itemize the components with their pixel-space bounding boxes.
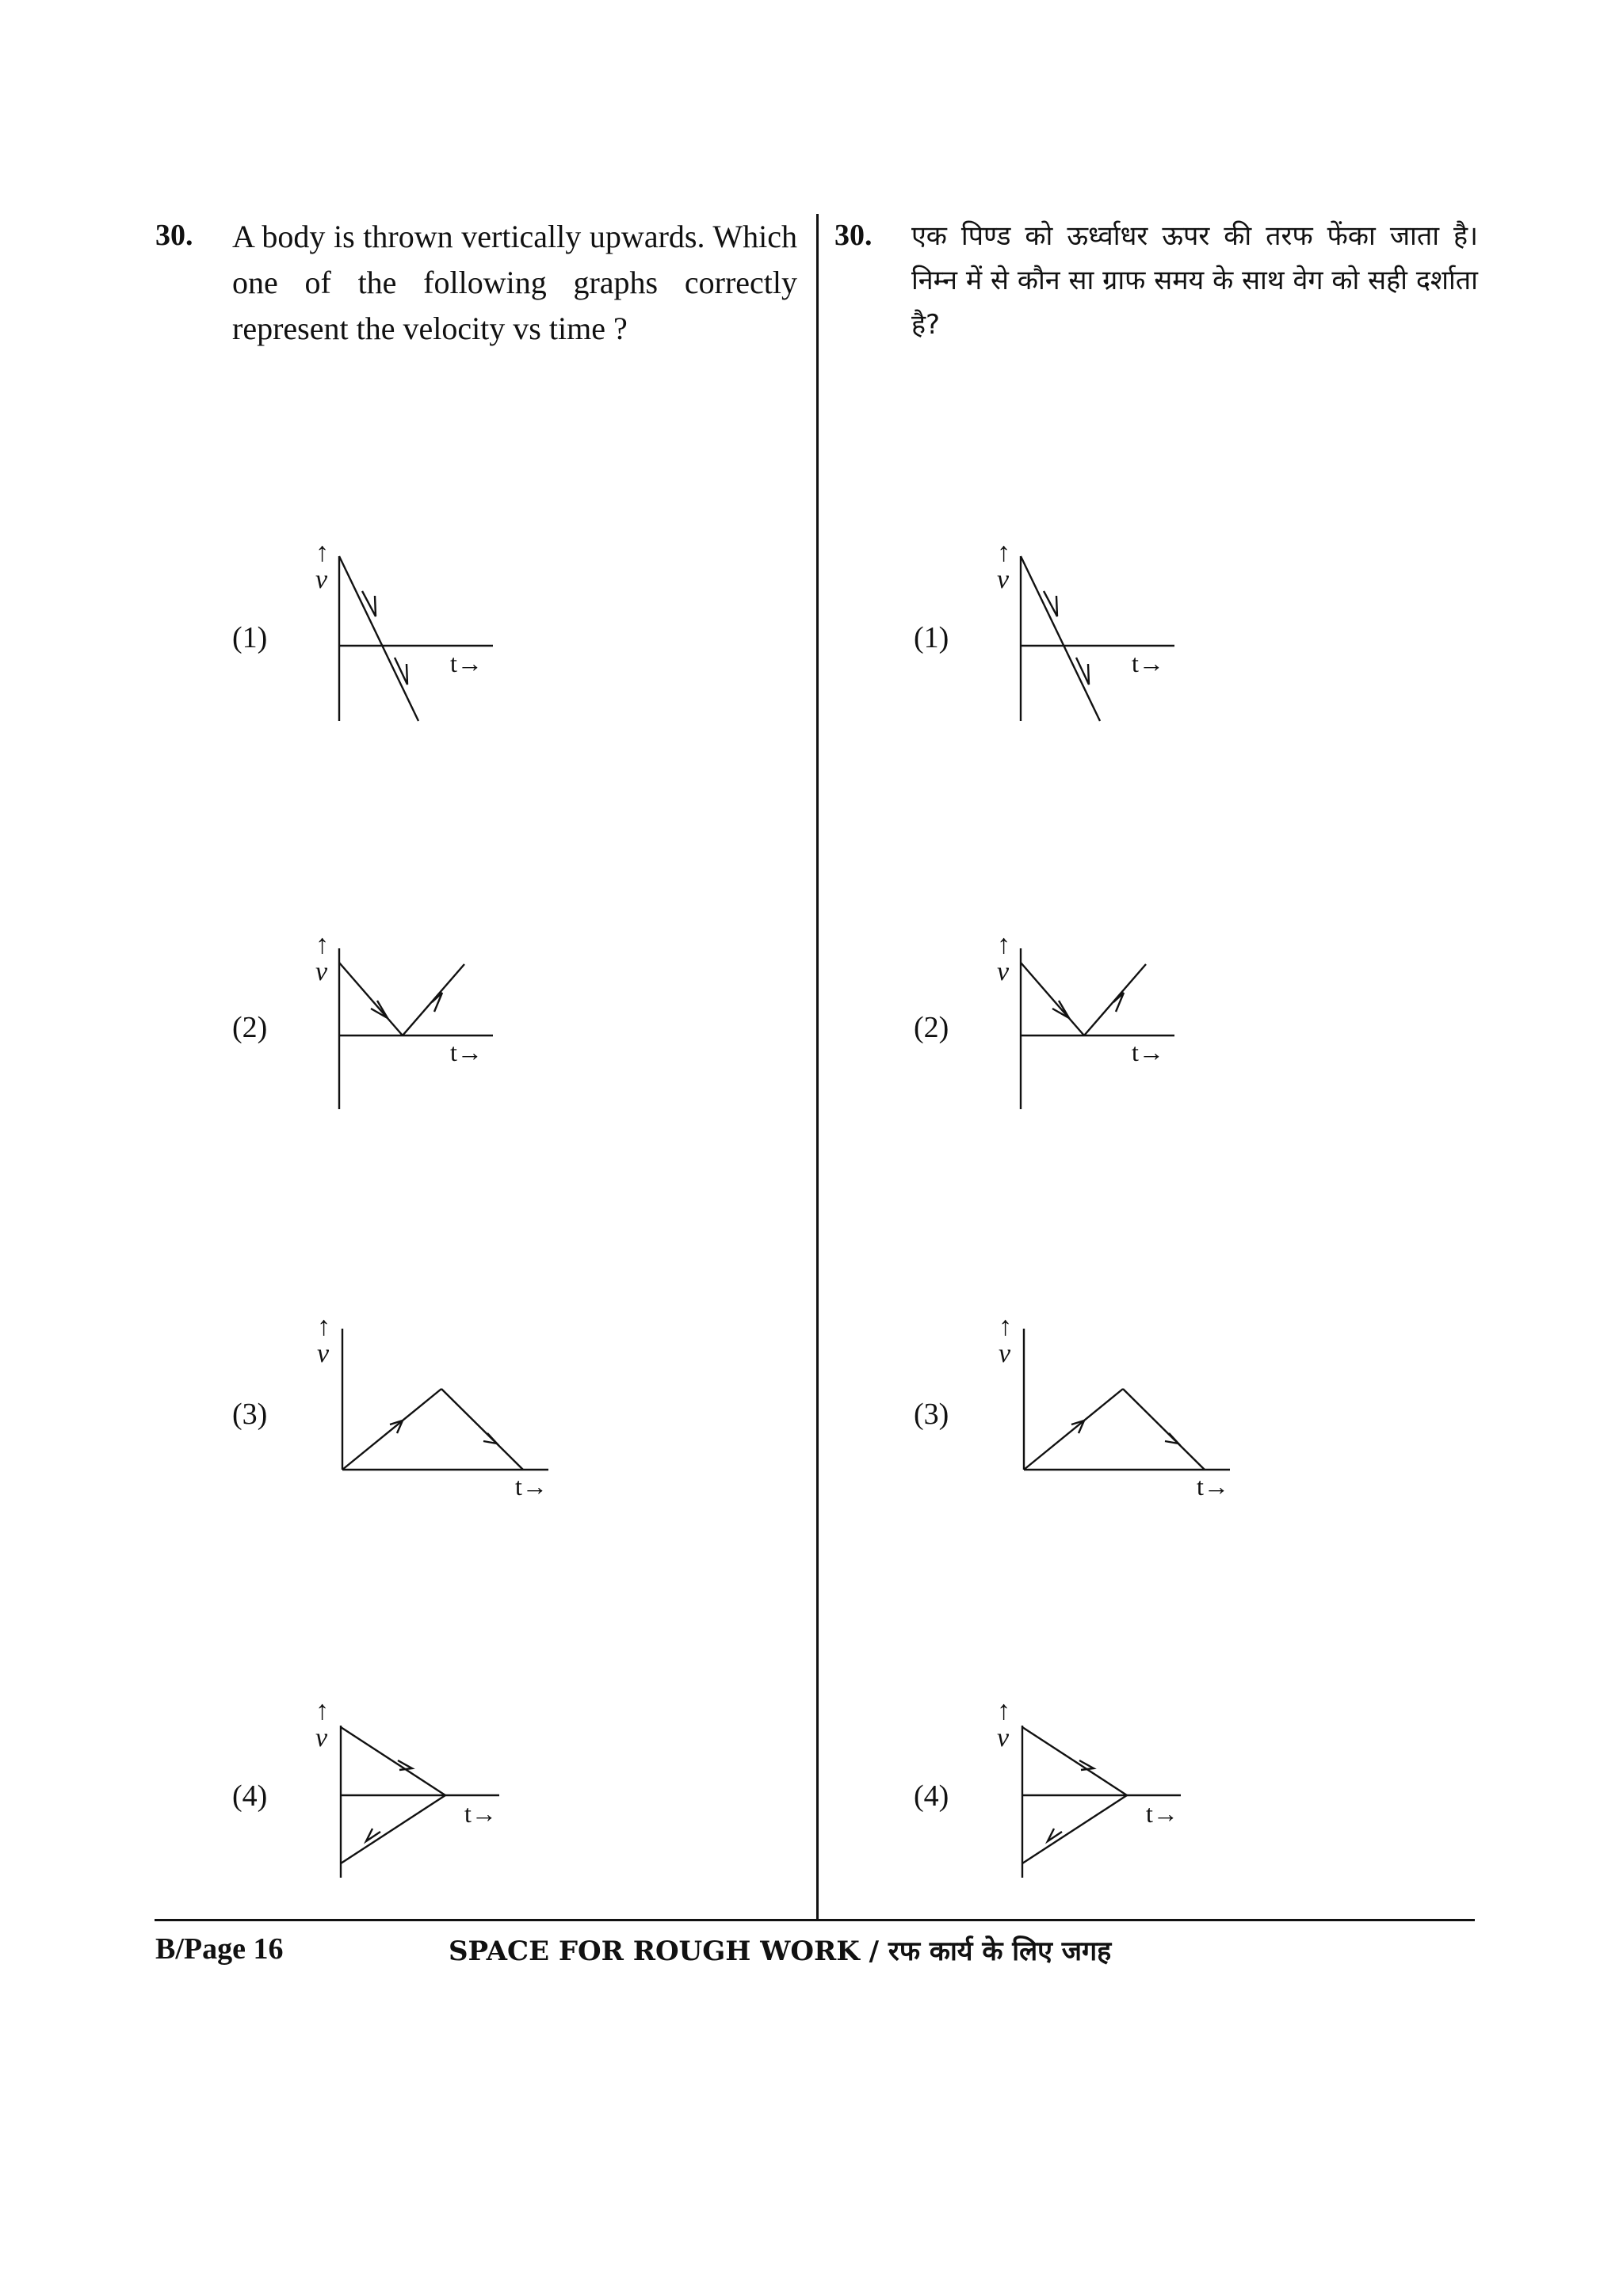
question-text-en: A body is thrown vertically upwards. Which one of the following graphs correctly represent the velocity vs time ?: [232, 219, 797, 346]
option-label-3-hi: (3): [914, 1398, 949, 1431]
option-label-2-en: (2): [232, 1011, 268, 1044]
x-axis-label: t→: [1146, 1799, 1178, 1828]
y-axis-arrow: ↑: [997, 930, 1010, 959]
y-axis-label: v: [997, 1723, 1010, 1753]
page-number: B/Page 16: [155, 1932, 284, 1966]
velocity-line: [1021, 556, 1100, 721]
graph-option-1-hi: [991, 539, 1197, 745]
direction-arrow: [1044, 591, 1057, 616]
y-axis-arrow: ↑: [317, 1312, 330, 1341]
x-axis-label: t→: [515, 1472, 548, 1501]
velocity-line-lower: [341, 1795, 445, 1863]
question-number-en: 30.: [155, 219, 193, 252]
direction-arrow: [1076, 658, 1089, 685]
y-axis-label: v: [997, 957, 1010, 986]
option-label-2-hi: (2): [914, 1011, 949, 1044]
graph-option-2-hi: [991, 931, 1197, 1137]
option-label-4-hi: (4): [914, 1779, 949, 1813]
y-axis-label: v: [997, 565, 1010, 594]
graph-option-2-en: [309, 931, 515, 1137]
graph-option-4-hi: [991, 1695, 1212, 1901]
velocity-line-rise: [342, 1389, 441, 1470]
velocity-line-down: [1021, 963, 1084, 1035]
x-axis-label: t→: [450, 649, 483, 677]
rough-work-note: SPACE FOR ROUGH WORK / रफ कार्य के लिए जगह: [449, 1936, 1112, 1967]
velocity-line-fall: [441, 1389, 523, 1470]
y-axis-arrow: ↑: [315, 1696, 329, 1726]
x-axis-label: t→: [464, 1799, 497, 1828]
velocity-line-rise: [1024, 1389, 1123, 1470]
velocity-line-down: [339, 963, 403, 1035]
graph-option-3-en: [309, 1311, 563, 1517]
velocity-line-upper: [341, 1727, 445, 1795]
x-axis-label: t→: [1197, 1472, 1229, 1501]
option-label-1-hi: (1): [914, 621, 949, 654]
option-label-4-en: (4): [232, 1779, 268, 1813]
y-axis-arrow: ↑: [997, 1696, 1010, 1726]
graph-option-4-en: [309, 1695, 531, 1901]
y-axis-label: v: [317, 1339, 330, 1368]
velocity-line-fall: [1123, 1389, 1205, 1470]
option-label-3-en: (3): [232, 1398, 268, 1431]
velocity-line-lower: [1022, 1795, 1127, 1863]
question-text-hi: एक पिण्ड को ऊर्ध्वाधर ऊपर की तरफ फेंका जाता है। निम्न में से कौन सा ग्राफ समय के साथ वेग को सही दर्शाता है?: [911, 220, 1478, 341]
direction-arrow: [362, 591, 376, 616]
footer-rule: [155, 1919, 1475, 1921]
x-axis-label: t→: [1132, 1038, 1164, 1066]
velocity-line-upper: [1022, 1727, 1127, 1795]
x-axis-label: t→: [450, 1038, 483, 1066]
direction-arrow: [395, 658, 407, 685]
velocity-line: [339, 556, 418, 721]
y-axis-arrow: ↑: [997, 538, 1010, 567]
column-divider: [816, 214, 819, 1921]
question-number-hi: 30.: [834, 219, 873, 252]
y-axis-arrow: ↑: [315, 930, 329, 959]
x-axis-label: t→: [1132, 649, 1164, 677]
y-axis-label: v: [315, 565, 328, 594]
option-label-1-en: (1): [232, 621, 268, 654]
y-axis-label: v: [999, 1339, 1011, 1368]
y-axis-label: v: [315, 957, 328, 986]
y-axis-arrow: ↑: [315, 538, 329, 567]
graph-option-3-hi: [991, 1311, 1244, 1517]
graph-option-1-en: [309, 539, 515, 745]
y-axis-arrow: ↑: [999, 1312, 1012, 1341]
y-axis-label: v: [315, 1723, 328, 1753]
